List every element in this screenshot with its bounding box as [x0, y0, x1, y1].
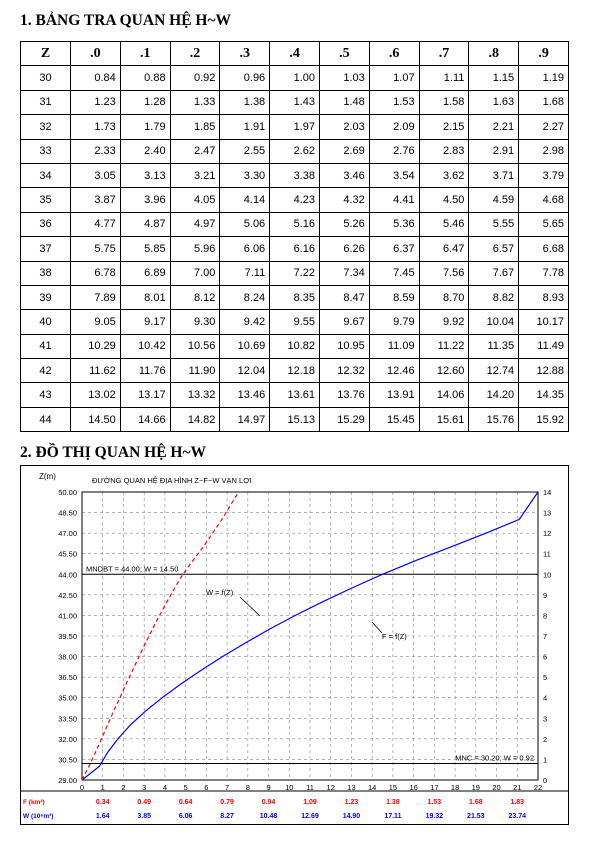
- table-row: [21, 66, 569, 90]
- cell-volume: 8.93: [519, 285, 569, 309]
- cell-volume: 13.17: [120, 383, 170, 407]
- annotation-f-label: F = f(Z): [382, 632, 407, 641]
- cell-volume: 11.62: [71, 359, 121, 383]
- cell-volume: 11.35: [469, 334, 519, 358]
- cell-volume: 14.20: [469, 383, 519, 407]
- cell-volume: 1.68: [519, 90, 569, 114]
- cell-volume: 6.16: [270, 237, 320, 261]
- cell-volume: 2.33: [71, 139, 121, 163]
- f-value: 0.79: [220, 799, 234, 806]
- cell-z: 42: [21, 359, 71, 383]
- row-label-f: F (km²): [23, 799, 45, 806]
- w-value: 3.85: [137, 813, 151, 820]
- cell-volume: 10.82: [270, 334, 320, 358]
- table-row: [21, 407, 569, 431]
- x-tick-label: 13: [347, 783, 356, 792]
- cell-volume: 3.79: [519, 163, 569, 187]
- f-value: 0.34: [95, 799, 110, 806]
- x-tick-label: 5: [183, 783, 188, 792]
- cell-volume: 4.32: [319, 188, 369, 212]
- cell-volume: 12.88: [519, 359, 569, 383]
- cell-volume: 2.83: [419, 139, 469, 163]
- x-tick-label: 6: [204, 783, 209, 792]
- cell-volume: 9.30: [170, 310, 220, 334]
- cell-volume: 13.46: [220, 383, 270, 407]
- y2-tick-label: 1: [543, 755, 548, 765]
- cell-volume: 1.58: [419, 90, 469, 114]
- w-value: 8.27: [220, 813, 234, 820]
- chart-title: ĐƯỜNG QUAN HỆ ĐỊA HÌNH Z~F~W VẠN LỢI: [92, 476, 252, 485]
- cell-volume: 2.40: [120, 139, 170, 163]
- cell-volume: 4.87: [120, 212, 170, 236]
- annotation-w-leader: [240, 597, 260, 616]
- cell-volume: 9.55: [270, 310, 320, 334]
- cell-volume: 1.38: [220, 90, 270, 114]
- cell-volume: 11.22: [419, 334, 469, 358]
- cell-volume: 14.66: [120, 407, 170, 431]
- f-value: 1.38: [386, 799, 400, 806]
- cell-volume: 10.29: [71, 334, 121, 358]
- cell-volume: 8.59: [369, 285, 419, 309]
- w-value: 14.90: [342, 813, 361, 820]
- cell-z: 36: [21, 212, 71, 236]
- cell-volume: 9.05: [71, 310, 121, 334]
- cell-volume: 2.69: [319, 139, 369, 163]
- hw-lookup-table: [20, 41, 569, 432]
- x-tick-label: 17: [430, 783, 439, 792]
- cell-volume: 4.59: [469, 188, 519, 212]
- f-value: 1.23: [344, 799, 359, 806]
- cell-volume: 14.82: [170, 407, 220, 431]
- table-header-row: [21, 42, 569, 66]
- cell-volume: 12.74: [469, 359, 519, 383]
- chart-grid: [82, 492, 538, 780]
- cell-volume: 6.06: [220, 237, 270, 261]
- cell-z: 33: [21, 139, 71, 163]
- cell-volume: 4.68: [519, 188, 569, 212]
- table-row: [21, 237, 569, 261]
- cell-volume: 7.67: [469, 261, 519, 285]
- cell-volume: 0.96: [220, 66, 270, 90]
- cell-volume: 3.71: [469, 163, 519, 187]
- annotation-mndbt: MNDBT = 44.00; W = 14.50: [86, 564, 179, 574]
- cell-volume: 6.57: [469, 237, 519, 261]
- cell-z: 38: [21, 261, 71, 285]
- table-row: [21, 139, 569, 163]
- cell-volume: 11.76: [120, 359, 170, 383]
- cell-volume: 3.96: [120, 188, 170, 212]
- cell-volume: 10.04: [469, 310, 519, 334]
- chart-axes: [39, 472, 551, 792]
- cell-volume: 13.91: [369, 383, 419, 407]
- cell-volume: 8.35: [270, 285, 320, 309]
- cell-volume: 3.38: [270, 163, 320, 187]
- cell-volume: 2.76: [369, 139, 419, 163]
- x-tick-label: 16: [409, 783, 418, 792]
- x-tick-label: 9: [266, 783, 271, 792]
- cell-z: 39: [21, 285, 71, 309]
- x-tick-label: 10: [285, 783, 294, 792]
- f-value: 1.53: [427, 799, 442, 806]
- cell-volume: 7.78: [519, 261, 569, 285]
- f-value: 1.68: [469, 799, 483, 806]
- cell-volume: 10.56: [170, 334, 220, 358]
- cell-volume: 9.42: [220, 310, 270, 334]
- w-value: 17.11: [384, 813, 402, 820]
- table-row: [21, 90, 569, 114]
- cell-volume: 0.88: [120, 66, 170, 90]
- column-header-decimal: .6: [369, 42, 419, 66]
- x-tick-label: 11: [306, 783, 314, 792]
- cell-volume: 12.60: [419, 359, 469, 383]
- y2-tick-label: 0: [543, 776, 548, 785]
- cell-volume: 1.19: [519, 66, 569, 90]
- cell-volume: 15.61: [419, 407, 469, 431]
- cell-volume: 4.23: [270, 188, 320, 212]
- cell-volume: 6.37: [369, 237, 419, 261]
- cell-volume: 8.24: [220, 285, 270, 309]
- cell-volume: 5.65: [519, 212, 569, 236]
- cell-volume: 5.85: [120, 237, 170, 261]
- x-tick-label: 18: [450, 783, 460, 792]
- column-header-decimal: .3: [220, 42, 270, 66]
- cell-volume: 10.17: [519, 310, 569, 334]
- cell-volume: 3.54: [369, 163, 419, 187]
- cell-volume: 13.76: [319, 383, 369, 407]
- w-value: 21.53: [467, 813, 485, 820]
- cell-volume: 1.11: [419, 66, 469, 90]
- cell-volume: 1.43: [270, 90, 320, 114]
- chart-bottom-table: [20, 791, 569, 820]
- cell-volume: 9.67: [319, 310, 369, 334]
- cell-volume: 12.32: [319, 359, 369, 383]
- y-tick-label: 29.00: [58, 776, 77, 785]
- x-tick-label: 7: [225, 783, 230, 792]
- cell-volume: 1.48: [319, 90, 369, 114]
- table-row: [21, 163, 569, 187]
- f-value: 0.64: [178, 799, 193, 806]
- y2-tick-label: 9: [543, 590, 548, 600]
- cell-volume: 1.07: [369, 66, 419, 90]
- cell-volume: 7.00: [170, 261, 220, 285]
- cell-volume: 6.47: [419, 237, 469, 261]
- table-row: [21, 212, 569, 236]
- y2-tick-label: 4: [543, 693, 548, 703]
- cell-volume: 2.91: [469, 139, 519, 163]
- column-header-decimal: .0: [71, 42, 121, 66]
- cell-z: 37: [21, 237, 71, 261]
- cell-volume: 14.06: [419, 383, 469, 407]
- y2-tick-label: 5: [543, 673, 548, 683]
- cell-volume: 5.36: [369, 212, 419, 236]
- table-row: [21, 188, 569, 212]
- cell-volume: 15.45: [369, 407, 419, 431]
- cell-volume: 9.79: [369, 310, 419, 334]
- y-tick-label: 33.50: [58, 714, 77, 724]
- cell-volume: 1.00: [270, 66, 320, 90]
- cell-volume: 3.30: [220, 163, 270, 187]
- hw-chart: [20, 465, 569, 825]
- cell-volume: 7.45: [369, 261, 419, 285]
- x-tick-label: 1: [100, 783, 105, 792]
- cell-volume: 11.90: [170, 359, 220, 383]
- cell-volume: 12.46: [369, 359, 419, 383]
- cell-volume: 12.04: [220, 359, 270, 383]
- y2-tick-label: 11: [543, 549, 551, 559]
- cell-volume: 1.97: [270, 115, 320, 139]
- y2-tick-label: 7: [543, 632, 548, 641]
- y-tick-label: 47.00: [58, 529, 77, 539]
- cell-volume: 4.50: [419, 188, 469, 212]
- w-value: 12.69: [301, 813, 319, 820]
- cell-volume: 8.82: [469, 285, 519, 309]
- w-value: 1.64: [95, 813, 110, 820]
- y2-tick-label: 13: [543, 508, 552, 518]
- cell-volume: 7.56: [419, 261, 469, 285]
- y-axis-label: Z(m): [39, 472, 56, 481]
- cell-volume: 8.70: [419, 285, 469, 309]
- x-tick-label: 19: [471, 783, 480, 792]
- cell-volume: 1.28: [120, 90, 170, 114]
- y2-tick-label: 10: [543, 570, 552, 580]
- cell-volume: 3.05: [71, 163, 121, 187]
- cell-volume: 1.33: [170, 90, 220, 114]
- cell-volume: 4.97: [170, 212, 220, 236]
- cell-volume: 5.16: [270, 212, 320, 236]
- cell-volume: 1.23: [71, 90, 121, 114]
- x-tick-label: 21: [513, 783, 522, 792]
- f-value: 0.94: [261, 799, 276, 806]
- x-tick-label: 2: [121, 783, 126, 792]
- y-tick-label: 45.50: [58, 549, 77, 559]
- cell-volume: 9.17: [120, 310, 170, 334]
- cell-volume: 15.13: [270, 407, 320, 431]
- cell-volume: 9.92: [419, 310, 469, 334]
- cell-volume: 1.63: [469, 90, 519, 114]
- column-header-decimal: .4: [270, 42, 320, 66]
- cell-volume: 1.03: [319, 66, 369, 90]
- cell-volume: 2.98: [519, 139, 569, 163]
- y2-tick-label: 6: [543, 652, 548, 662]
- cell-volume: 7.11: [220, 261, 270, 285]
- cell-volume: 2.03: [319, 115, 369, 139]
- table-row: [21, 261, 569, 285]
- cell-volume: 6.89: [120, 261, 170, 285]
- cell-volume: 6.26: [319, 237, 369, 261]
- cell-volume: 13.02: [71, 383, 121, 407]
- cell-volume: 5.75: [71, 237, 121, 261]
- w-value: 19.32: [425, 813, 444, 820]
- x-tick-label: 14: [368, 783, 377, 792]
- y2-tick-label: 14: [543, 488, 552, 497]
- cell-volume: 4.77: [71, 212, 121, 236]
- cell-volume: 4.05: [170, 188, 220, 212]
- cell-volume: 4.14: [220, 188, 270, 212]
- y-tick-label: 35.00: [58, 693, 77, 703]
- cell-volume: 3.62: [419, 163, 469, 187]
- cell-volume: 10.42: [120, 334, 170, 358]
- cell-volume: 14.97: [220, 407, 270, 431]
- y2-tick-label: 12: [543, 529, 552, 539]
- cell-volume: 0.92: [170, 66, 220, 90]
- section-title-table: 1. BẢNG TRA QUAN HỆ H~W: [20, 12, 232, 29]
- column-header-decimal: .5: [319, 42, 369, 66]
- x-tick-label: 0: [79, 783, 85, 792]
- table-row: [21, 310, 569, 334]
- cell-volume: 1.91: [220, 115, 270, 139]
- annotation-mnc: MNC = 30.20; W = 0.92: [455, 753, 534, 763]
- y-tick-label: 41.00: [58, 611, 77, 621]
- cell-volume: 1.53: [369, 90, 419, 114]
- y-tick-label: 36.50: [58, 673, 77, 683]
- table-row: [21, 285, 569, 309]
- cell-volume: 6.78: [71, 261, 121, 285]
- y2-tick-label: 2: [543, 734, 548, 744]
- table-row: [21, 359, 569, 383]
- cell-volume: 7.89: [71, 285, 121, 309]
- cell-volume: 13.61: [270, 383, 320, 407]
- cell-volume: 2.21: [469, 115, 519, 139]
- table-row: [21, 115, 569, 139]
- cell-volume: 3.21: [170, 163, 220, 187]
- w-value: 10.48: [259, 813, 278, 820]
- cell-volume: 15.76: [469, 407, 519, 431]
- cell-volume: 8.47: [319, 285, 369, 309]
- cell-volume: 14.35: [519, 383, 569, 407]
- cell-volume: 1.79: [120, 115, 170, 139]
- column-header-decimal: .7: [419, 42, 469, 66]
- y-tick-label: 42.50: [58, 590, 77, 600]
- cell-volume: 7.34: [319, 261, 369, 285]
- f-value: 1.09: [303, 799, 317, 806]
- cell-z: 31: [21, 90, 71, 114]
- cell-volume: 0.84: [71, 66, 121, 90]
- cell-z: 43: [21, 383, 71, 407]
- cell-z: 40: [21, 310, 71, 334]
- column-header-z: Z: [21, 42, 71, 66]
- x-tick-label: 8: [245, 783, 250, 792]
- cell-volume: 3.46: [319, 163, 369, 187]
- cell-volume: 7.22: [270, 261, 320, 285]
- column-header-decimal: .8: [469, 42, 519, 66]
- w-value: 6.06: [178, 813, 193, 820]
- cell-volume: 2.62: [270, 139, 320, 163]
- cell-volume: 10.69: [220, 334, 270, 358]
- column-header-decimal: .2: [170, 42, 220, 66]
- cell-volume: 2.27: [519, 115, 569, 139]
- y2-tick-label: 8: [543, 611, 548, 621]
- y2-tick-label: 3: [543, 714, 548, 724]
- x-tick-label: 4: [162, 783, 167, 792]
- cell-volume: 12.18: [270, 359, 320, 383]
- cell-volume: 6.68: [519, 237, 569, 261]
- cell-volume: 11.49: [519, 334, 569, 358]
- x-tick-label: 20: [492, 783, 501, 792]
- table-row: [21, 383, 569, 407]
- annotation-f-leader: [372, 622, 382, 633]
- cell-volume: 15.29: [319, 407, 369, 431]
- cell-volume: 1.85: [170, 115, 220, 139]
- y-tick-label: 50.00: [58, 488, 77, 497]
- cell-volume: 5.46: [419, 212, 469, 236]
- cell-volume: 5.55: [469, 212, 519, 236]
- cell-volume: 5.96: [170, 237, 220, 261]
- cell-volume: 13.32: [170, 383, 220, 407]
- cell-volume: 4.41: [369, 188, 419, 212]
- x-tick-label: 22: [533, 783, 543, 792]
- cell-z: 35: [21, 188, 71, 212]
- cell-volume: 3.87: [71, 188, 121, 212]
- cell-volume: 8.01: [120, 285, 170, 309]
- x-tick-label: 3: [142, 783, 147, 792]
- y-tick-label: 39.50: [58, 632, 77, 641]
- y-tick-label: 38.00: [58, 652, 77, 662]
- cell-z: 32: [21, 115, 71, 139]
- cell-volume: 2.47: [170, 139, 220, 163]
- column-header-decimal: .9: [519, 42, 569, 66]
- section-title-chart: 2. ĐỒ THỊ QUAN HỆ H~W: [20, 444, 207, 461]
- row-label-w: W (10⁶m³): [23, 813, 54, 820]
- y-tick-label: 44.00: [58, 570, 77, 580]
- f-value: 0.49: [137, 799, 151, 806]
- cell-volume: 5.26: [319, 212, 369, 236]
- x-tick-label: 15: [388, 783, 398, 792]
- cell-volume: 10.95: [319, 334, 369, 358]
- cell-volume: 8.12: [170, 285, 220, 309]
- cell-volume: 2.15: [419, 115, 469, 139]
- cell-z: 30: [21, 66, 71, 90]
- cell-z: 44: [21, 407, 71, 431]
- column-header-decimal: .1: [120, 42, 170, 66]
- cell-volume: 5.06: [220, 212, 270, 236]
- cell-volume: 14.50: [71, 407, 121, 431]
- cell-z: 41: [21, 334, 71, 358]
- cell-volume: 11.09: [369, 334, 419, 358]
- cell-volume: 1.15: [469, 66, 519, 90]
- x-tick-label: 12: [326, 783, 335, 792]
- cell-volume: 2.09: [369, 115, 419, 139]
- f-value: 1.83: [510, 799, 525, 806]
- y-tick-label: 32.00: [58, 734, 77, 744]
- cell-volume: 1.73: [71, 115, 121, 139]
- y-tick-label: 48.50: [58, 508, 77, 518]
- y-tick-label: 30.50: [58, 755, 77, 765]
- cell-volume: 15.92: [519, 407, 569, 431]
- cell-volume: 2.55: [220, 139, 270, 163]
- table-row: [21, 334, 569, 358]
- cell-volume: 3.13: [120, 163, 170, 187]
- w-value: 23.74: [508, 813, 527, 820]
- annotation-w-label: W = f(Z): [206, 588, 234, 597]
- cell-z: 34: [21, 163, 71, 187]
